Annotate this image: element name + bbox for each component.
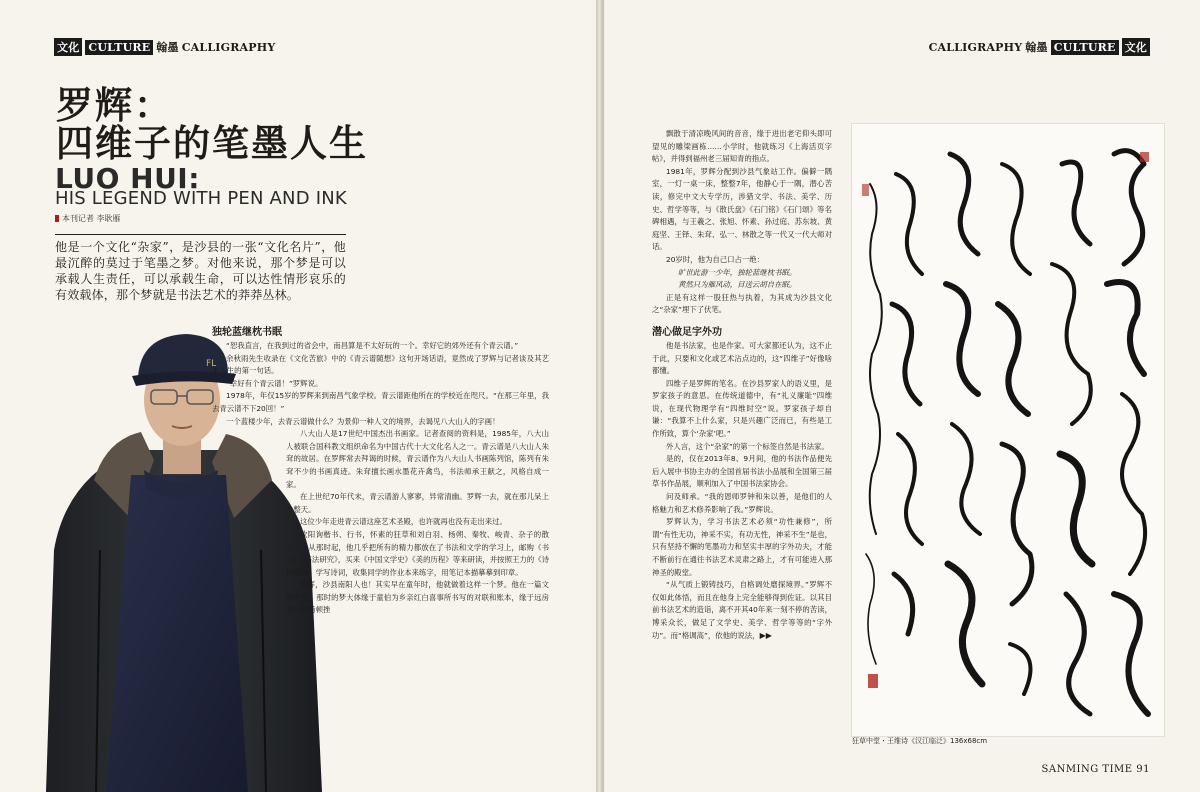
section-heading-1: 独轮蓝继枕书眠 [212, 327, 282, 338]
calligraphy-artwork [851, 123, 1165, 737]
section-zh: 翰墨 [156, 41, 179, 54]
paragraph: 在上世纪70年代末，青云谱游人寥寥，异常清幽。罗辉一去，就在那儿呆上一整天。 [286, 492, 549, 514]
paragraph: 问及师承。“我的恩师罗钟和朱以善，是他们的人格魅力和艺术修养影响了我。”罗辉说。 [652, 492, 832, 514]
svg-text:FL: FL [206, 359, 217, 369]
paragraph: 20岁时，他为自己口占一绝： [666, 254, 765, 264]
paragraph-text: “从气质上锻铸技巧，自格调处磨探境界。”罗辉不仅如此体悟，而且在他身上完全能够得到佐证。以其目前书法艺术的造诣，离不开其40年来一刻不停的苦读，博采众长，做足了文学史、美学、哲学等等的“字外功”。而“格调高”，依他的说法， [652, 580, 832, 640]
right-body-text [652, 128, 832, 317]
lead-paragraph: 他是一个文化“杂家”，是沙县的一张“文化名片”，他最沉醉的莫过于笔墨之梦。对他来说，那个梦是可以承载人生责任，可以承载生命，可以达性情形哀乐的有效载体，那个梦就是书法艺术的莽莽丛林。 [55, 234, 346, 303]
byline-marker [55, 215, 59, 222]
page-folio: SANMING TIME 91 [1041, 764, 1150, 775]
paragraph: 罗辉，沙县南阳人也！其实早在童年时，他就做着这样一个梦。他在一篇文章中说，那时的梦大体缘于童伯为乡亲红白喜事所书写的对联和账本，缘于远房堂兄抑扬顿挫 [286, 580, 549, 615]
culture-tag-zh: 文化 [1122, 38, 1150, 56]
calligraphy-strokes [852, 124, 1164, 736]
artwork-caption: 狂草中堂・王维诗《汉江临泛》136x68cm [852, 737, 988, 745]
byline-text: 本刊记者 李耿雁 [62, 214, 121, 223]
paragraph: 1978年，年仅15岁的罗辉来到南昌气象学校。青云谱距他所在的学校近在咫尺。“在那三年里，我去青云谱不下20回！” [212, 391, 549, 413]
paragraph: 罗辉认为，学习书法艺术必须“功性兼修”，所谓“有性无功，神采不实，有功无性，神采不生”是也，只有坚持不懈的笔墨功力和坚实丰厚的字外功夫，才能不断前行在通往书法艺术灵肃之路上，才有可能进入那神圣的殿堂。 [652, 517, 832, 577]
paragraph: 外人言，这个“杂家”的第一个标签自然是书法家。 [666, 441, 829, 451]
left-running-header [54, 38, 275, 56]
paragraph: 飘散于清凉晚风间的音音，缘于进出老宅仰头即可望见的雕梁画栋……小学时，他就练习《上海活页字帖》，并得到福州老三届知青的指点。 [652, 129, 832, 164]
page-gutter [596, 0, 604, 792]
title-zh-line2: 四维子的笔墨人生 [56, 121, 368, 165]
paragraph: 余秋雨先生收录在《文化苦旅》中的《青云谱随想》这句开场话语，竟然成了罗辉与记者谈及其艺术人生的第一句话。 [212, 353, 549, 376]
article-title-zh [56, 83, 368, 165]
article-subtitle-en: HIS LEGEND WITH PEN AND INK [55, 188, 347, 209]
section-en: CALLIGRAPHY [181, 40, 276, 54]
paragraph: 一个蓝楼少年，去青云谱做什么？为景仰一种人文的境界，去谒见八大山人的字画！ [226, 416, 500, 426]
culture-tag-en: CULTURE [85, 40, 153, 55]
paragraph: “恕我直言，在我到过的省会中，南昌算是不太好玩的一个。幸好它的郊外还有个青云谱。” [226, 341, 519, 350]
section-zh: 翰墨 [1025, 41, 1048, 54]
paragraph [652, 579, 832, 642]
paragraph: 1981年，罗辉分配到沙县气象站工作。偏僻一隅室，一灯一桌一床，整整7年，他静心于一隅，潜心苦读，修完中文大专学历，涉猎文学、书法、美学、历史、哲学等等，与《散氏盘》《石门铭》《石门颂》等名碑相遇，与王羲之、张旭、怀素、孙过庭、苏东坡、黄庭坚、王铎、朱耷、弘一、林散之等一代又一代大师对话。 [652, 166, 832, 252]
culture-tag-en: CULTURE [1051, 40, 1119, 55]
paragraph: 是的，仅在2013年8、9月间，他的书法作品便先后入展中书协主办的全国首届书法小品展和全国第三届草书作品展，顺利加入了中国书法家协会。 [652, 454, 832, 489]
section-en: CALLIGRAPHY [928, 40, 1023, 54]
paragraph: 欧阳询楷书、行书，怀素的狂草和刘白羽、杨朔、秦牧、峻青、杂子的散文……从那时起，他几乎把所有的精力都放在了书法和文学的学习上，邮购《书法》《书法研究》，买来《中国文学史》《美的历程》等来研读，并按照王力的《诗词格律》学写诗词，收集同学的作业本来练字，用笔记本描摹摹到印章。 [286, 529, 549, 577]
right-text-column [652, 128, 832, 642]
paragraph: 他是书法家，也是作家。可大家都还认为，这不止于此，只要和文化或艺术沾点边的，这“四维子”好像啥都懂。 [652, 340, 832, 376]
paragraph: 四维子是罗辉的笔名。在沙县罗家人的语义里，是罗家孩子的意思。在传统道德中，有“礼义廉耻”四维说，在现代物理学有“四维时空”说。罗家孩子却自谦：“我算不上什么家，只是兴趣广泛而已，有些是工作所致，算个‘杂家’吧。” [652, 378, 832, 439]
right-page [604, 0, 1200, 792]
article-title-en: LUO HUI: [55, 162, 200, 195]
culture-tag-zh: 文化 [54, 38, 82, 56]
left-body-text [212, 340, 549, 617]
title-zh-line1: 罗辉： [56, 83, 173, 127]
poem-line: 旷世此游一少年，独轮蓝继枕书眠。 [678, 267, 797, 277]
left-page [0, 0, 596, 792]
paragraph: 这位少年走进青云谱这座艺术圣殿，也许就再也没有走出来过。 [300, 517, 507, 527]
right-running-header [929, 38, 1150, 56]
section-heading-2: 潜心做足字外功 [652, 326, 722, 338]
byline [55, 213, 121, 224]
paragraph: 正是有这样一股狂热与执着，为其成为沙县文化之“杂家”埋下了伏笔。 [652, 292, 832, 315]
paragraph: “幸好有个青云谱！”罗辉说。 [226, 378, 323, 388]
paragraph: 八大山人是17世纪中国杰出书画家。记者查阅的资料是，1985年，八大山人被联合国科教文组织命名为中国古代十大文化名人之一。青云谱是八大山人朱耷的故居。在罗辉常去拜谒的时候，青云谱作为八大山人书画陈列馆，陈列有朱耷不少的书画真迹。朱耷擅长画水墨花卉禽鸟，书法师承王献之，风格自成一家。 [286, 429, 549, 489]
continue-arrow-icon: ▶▶ [759, 630, 772, 640]
right-body-text-2 [652, 340, 832, 642]
poem-line: 黄然只为雁风动，目送云胡自在眠。 [678, 280, 797, 290]
left-text-column [212, 323, 549, 617]
